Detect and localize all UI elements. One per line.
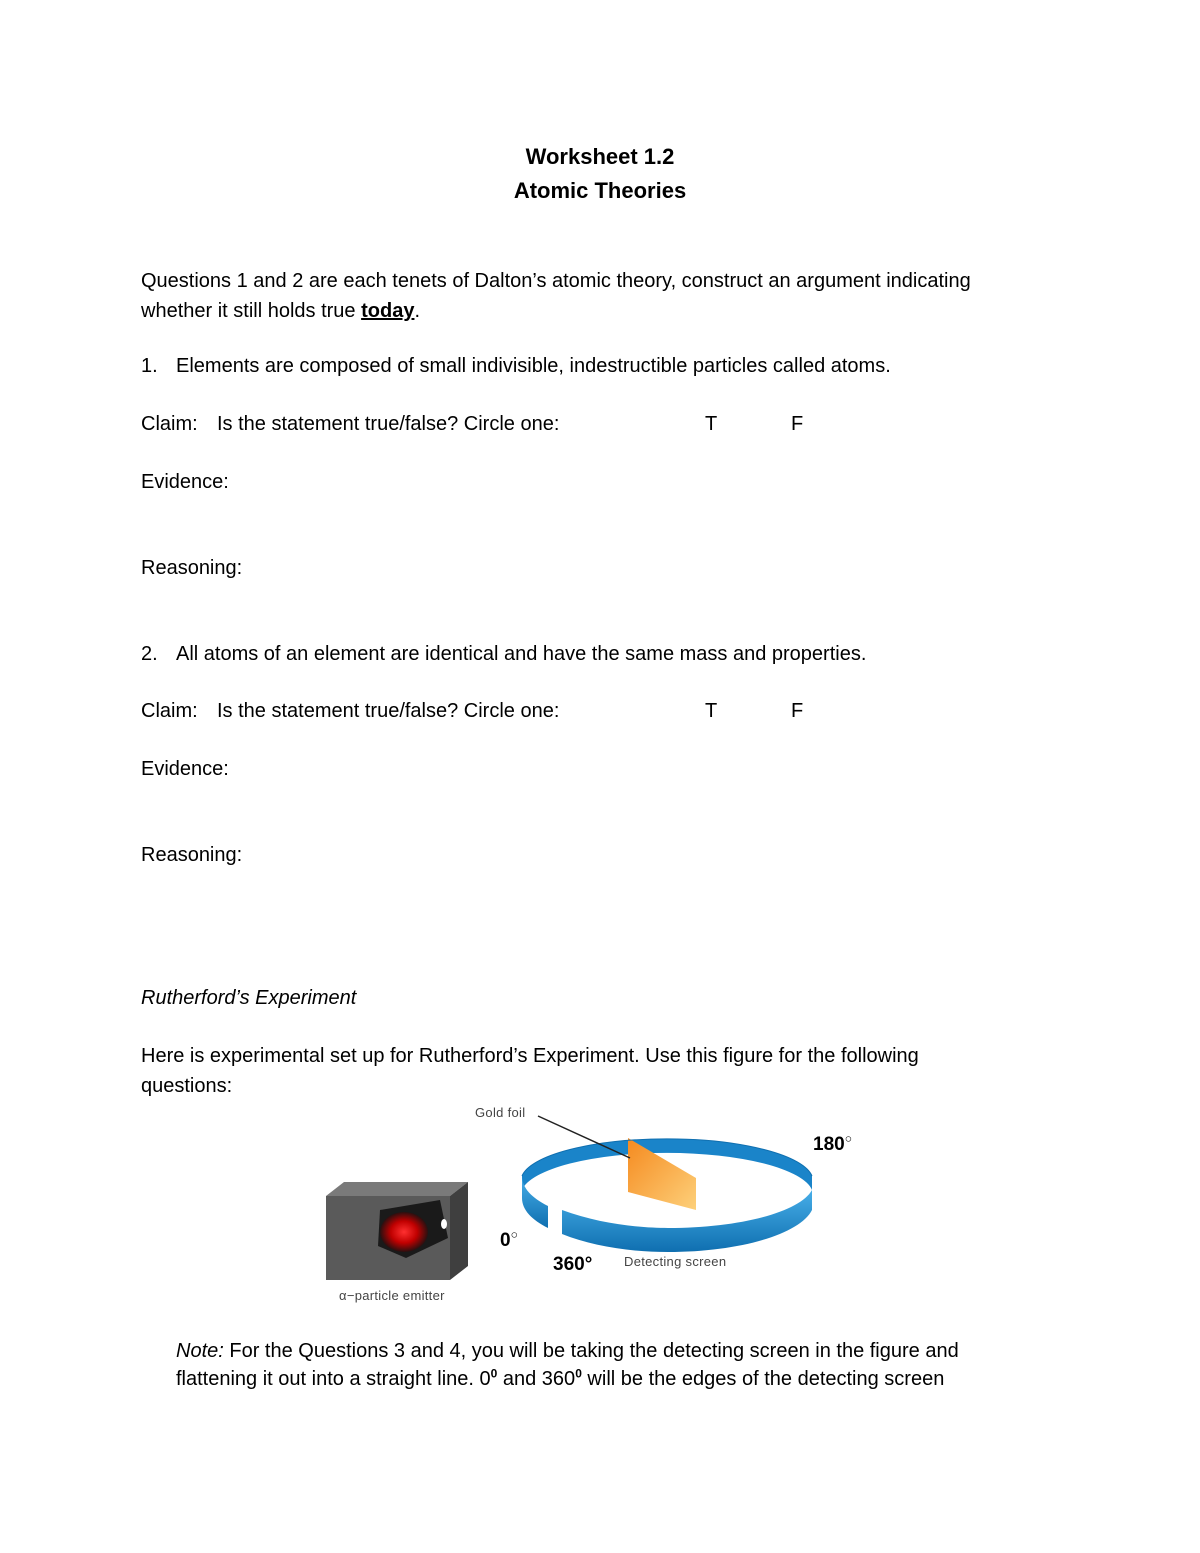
intro-line-2	[141, 296, 420, 326]
question-2-number: 2.	[141, 643, 158, 665]
emitter-aperture	[441, 1219, 447, 1229]
question-2-statement: All atoms of an element are identical and have the same mass and properties.	[176, 643, 867, 665]
worksheet-title: Worksheet 1.2	[525, 144, 675, 169]
note-line-1	[176, 1336, 959, 1366]
question-1-evidence-label: Evidence:	[141, 471, 229, 493]
note-line-2-a: flattening it out into a straight line. 0	[176, 1368, 491, 1390]
gold-foil-label: Gold foil	[475, 1105, 526, 1120]
rutherford-apparatus-figure	[300, 1098, 900, 1313]
worksheet-subtitle: Atomic Theories	[513, 178, 687, 203]
note-line-2-c: will be the edges of the detecting screen	[581, 1368, 945, 1390]
question-1-statement: Elements are composed of small indivisible, indestructible particles called atoms.	[176, 355, 891, 377]
note-label: Note:	[176, 1340, 224, 1362]
angle-180-label	[813, 1131, 852, 1156]
emitter-side	[450, 1182, 468, 1280]
angle-0-label	[500, 1227, 518, 1252]
note-line-2-b: and 360	[497, 1368, 576, 1390]
question-2-claim-prompt: Is the statement true/false? Circle one:	[217, 700, 560, 722]
angle-180-degree: ○	[844, 1131, 852, 1146]
angle-0-degree: ○	[510, 1227, 518, 1242]
angle-180-value: 180	[813, 1134, 845, 1155]
question-1-claim-prompt: Is the statement true/false? Circle one:	[217, 413, 560, 435]
intro-line-2-text: whether it still holds true	[141, 300, 362, 322]
question-2-claim-label: Claim:	[141, 700, 198, 722]
rutherford-heading: Rutherford’s Experiment	[141, 987, 357, 1009]
emitter-glow	[380, 1212, 428, 1252]
question-2-option-false[interactable]: F	[791, 700, 804, 722]
angle-360-label: 360°	[553, 1254, 593, 1275]
intro-emphasis-today: today	[361, 300, 415, 322]
question-1-option-true[interactable]: T	[705, 413, 718, 435]
intro-line-1: Questions 1 and 2 are each tenets of Dalton’s atomic theory, construct an argument indicating	[141, 270, 971, 292]
intro-period: .	[414, 300, 421, 322]
emitter-label: α−particle emitter	[339, 1288, 445, 1303]
question-1-number: 1.	[141, 355, 158, 377]
note-sup-2: 0	[575, 1366, 582, 1381]
alpha-particle-emitter	[326, 1182, 468, 1280]
rutherford-setup-line-1: Here is experimental set up for Rutherford’s Experiment. Use this figure for the following	[141, 1045, 919, 1067]
question-1-claim-label: Claim:	[141, 413, 198, 435]
question-2-reasoning-label: Reasoning:	[141, 844, 243, 866]
note-line-1-text: For the Questions 3 and 4, you will be taking the detecting screen in the figure and	[223, 1340, 959, 1362]
note-sup-1: 0	[490, 1366, 498, 1381]
note-line-2	[176, 1364, 944, 1394]
angle-0-value: 0	[500, 1230, 511, 1251]
question-1-reasoning-label: Reasoning:	[141, 557, 243, 579]
emitter-top	[326, 1182, 468, 1196]
detecting-screen-ring	[522, 1138, 812, 1252]
rutherford-setup-line-2: questions:	[141, 1075, 233, 1097]
question-1-option-false[interactable]: F	[791, 413, 804, 435]
detecting-screen-label: Detecting screen	[624, 1254, 727, 1269]
question-2-evidence-label: Evidence:	[141, 758, 229, 780]
question-2-option-true[interactable]: T	[705, 700, 718, 722]
